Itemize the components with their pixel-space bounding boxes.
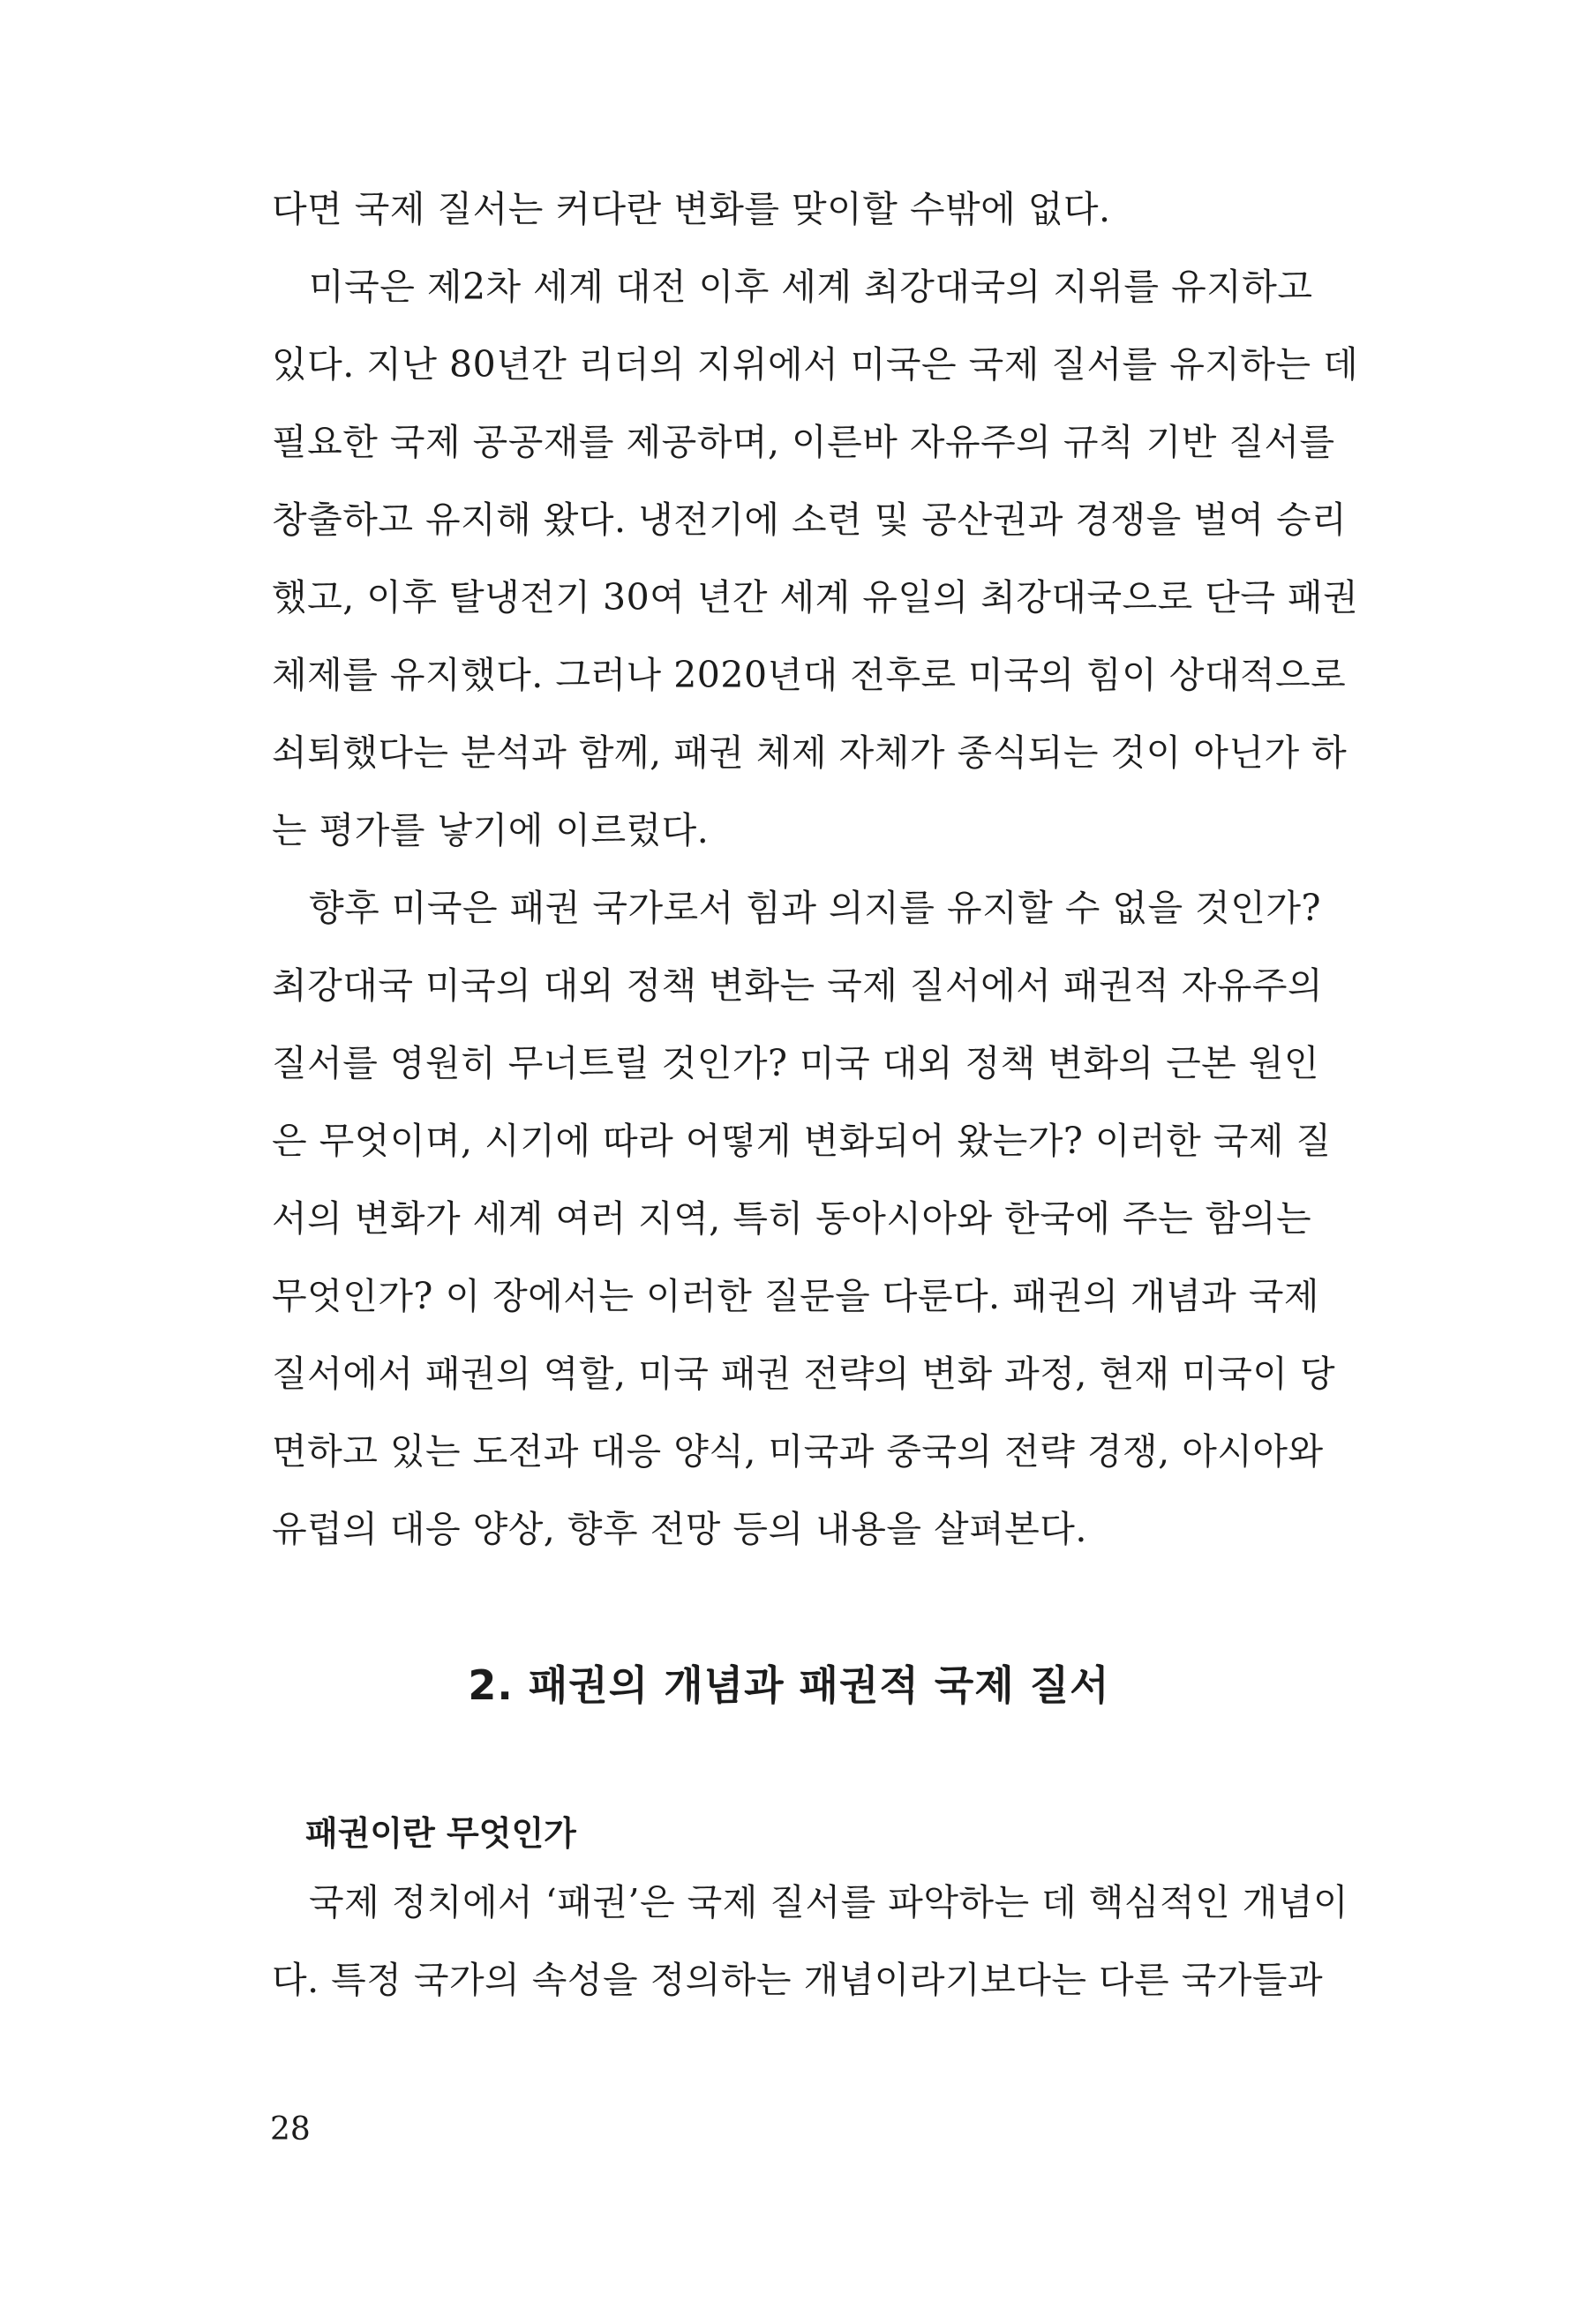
- text-line: 필요한 국제 공공재를 제공하며, 이른바 자유주의 규칙 기반 질서를: [272, 421, 1335, 463]
- text-line: 다면 국제 질서는 커다란 변화를 맞이할 수밖에 없다.: [272, 188, 1111, 230]
- page-number: 28: [270, 2111, 311, 2148]
- text-line: 질서를 영원히 무너트릴 것인가? 미국 대외 정책 변화의 근본 원인: [272, 1042, 1320, 1084]
- text-line: 미국은 제2차 세계 대전 이후 세계 최강대국의 지위를 유지하고: [309, 266, 1313, 308]
- text-line: 창출하고 유지해 왔다. 냉전기에 소련 및 공산권과 경쟁을 벌여 승리: [272, 499, 1348, 541]
- text-line: 향후 미국은 패권 국가로서 힘과 의지를 유지할 수 없을 것인가?: [309, 887, 1321, 929]
- text-line: 국제 정치에서 ‘패권’은 국제 질서를 파악하는 데 핵심적인 개념이: [309, 1881, 1349, 1923]
- section-heading: 2. 패권의 개념과 패권적 국제 질서: [468, 1661, 1110, 1709]
- body-text-block-intro: [272, 170, 1359, 1568]
- text-line: 는 평가를 낳기에 이르렀다.: [272, 809, 710, 851]
- text-line: 최강대국 미국의 대외 정책 변화는 국제 질서에서 패권적 자유주의: [272, 964, 1324, 1007]
- text-line: 서의 변화가 세계 여러 지역, 특히 동아시아와 한국에 주는 함의는: [272, 1197, 1312, 1240]
- text-line: 쇠퇴했다는 분석과 함께, 패권 체제 자체가 종식되는 것이 아닌가 하: [272, 731, 1348, 774]
- text-line: 다. 특정 국가의 속성을 정의하는 개념이라기보다는 다른 국가들과: [272, 1959, 1324, 2001]
- text-line: 질서에서 패권의 역할, 미국 패권 전략의 변화 과정, 현재 미국이 당: [272, 1353, 1336, 1395]
- text-line: 체제를 유지했다. 그러나 2020년대 전후로 미국의 힘이 상대적으로: [272, 654, 1347, 696]
- text-line: 했고, 이후 탈냉전기 30여 년간 세계 유일의 최강대국으로 단극 패권: [272, 576, 1359, 618]
- sub-heading: 패권이란 무엇인가: [305, 1814, 576, 1853]
- text-line: 무엇인가? 이 장에서는 이러한 질문을 다룬다. 패권의 개념과 국제: [272, 1275, 1320, 1317]
- text-line: 유럽의 대응 양상, 향후 전망 등의 내용을 살펴본다.: [272, 1508, 1087, 1550]
- text-line: 면하고 있는 도전과 대응 양식, 미국과 중국의 전략 경쟁, 아시아와: [272, 1430, 1324, 1473]
- text-line: 은 무엇이며, 시기에 따라 어떻게 변화되어 왔는가? 이러한 국제 질: [272, 1120, 1332, 1162]
- body-text-block-hegemony: [272, 1863, 1349, 2019]
- text-line: 있다. 지난 80년간 리더의 지위에서 미국은 국제 질서를 유지하는 데: [272, 343, 1359, 386]
